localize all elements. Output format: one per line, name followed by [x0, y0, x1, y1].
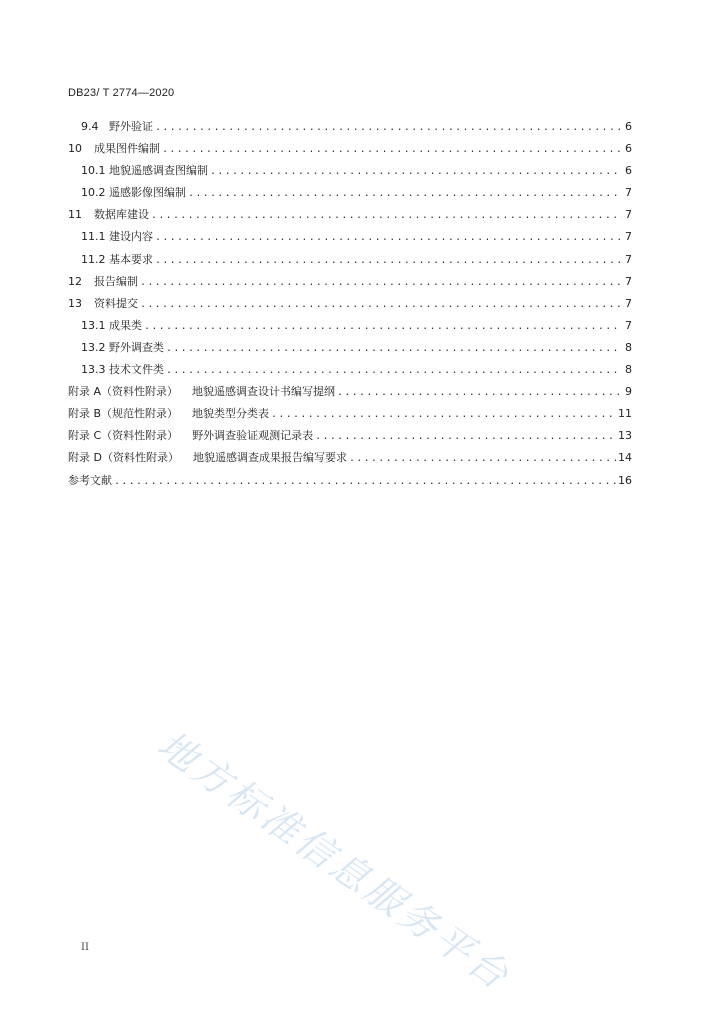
toc-entry-title: 地貌遥感调查成果报告编写要求	[192, 451, 347, 465]
toc-entry-title: 地貌遥感调查设计书编写提纲	[192, 385, 336, 399]
toc-entry-13[interactable]	[68, 293, 632, 315]
dot-leader	[144, 316, 622, 338]
toc-entry-number: 12	[68, 274, 82, 288]
toc-entry-title: 遥感影像图编制	[109, 186, 186, 200]
toc-entry-page: 8	[625, 340, 632, 354]
dot-leader	[140, 294, 622, 316]
toc-entry-13-2[interactable]	[68, 337, 632, 359]
dot-leader	[271, 404, 616, 426]
toc-entry-number: 11.2	[81, 252, 106, 266]
dot-leader	[151, 205, 622, 227]
toc-entry-number: 附录 D（资料性附录）	[68, 451, 179, 465]
toc-entry-number: 13.1	[81, 318, 106, 332]
toc-entry-number: 13.3	[81, 363, 106, 377]
toc-entry-page: 6	[625, 164, 632, 178]
toc-entry-number: 10	[68, 142, 82, 156]
dot-leader	[315, 426, 616, 448]
toc-entry-9-4[interactable]	[68, 116, 632, 138]
dot-leader	[114, 471, 616, 493]
toc-entry-title: 建设内容	[109, 230, 153, 244]
dot-leader	[166, 338, 622, 360]
toc-entry-page: 7	[625, 296, 632, 310]
toc-entry-number: 附录 B（规范性附录）	[68, 407, 179, 421]
toc-entry-page: 13	[618, 429, 632, 443]
toc-entry-page: 7	[625, 318, 632, 332]
toc-entry-page: 7	[625, 186, 632, 200]
toc-entry-10-1[interactable]	[68, 160, 632, 182]
toc-entry-page: 11	[618, 407, 632, 421]
toc-entry-11-1[interactable]	[68, 226, 632, 248]
dot-leader	[210, 161, 622, 183]
dot-leader	[166, 360, 622, 382]
dot-leader	[155, 250, 622, 272]
toc-entry-11-2[interactable]	[68, 249, 632, 271]
toc-entry-title: 野外调查类	[109, 340, 164, 354]
toc-entry-title: 成果类	[109, 318, 142, 332]
toc-entry-number: 13.2	[81, 340, 106, 354]
page-number: II	[81, 942, 89, 953]
toc-entry-appendix-c[interactable]	[68, 425, 632, 447]
dot-leader	[337, 382, 622, 404]
toc-entry-page: 7	[625, 230, 632, 244]
toc-entry-title: 数据库建设	[94, 208, 149, 222]
toc-entry-11[interactable]	[68, 204, 632, 226]
watermark: 地方标准信息服务平台	[149, 722, 519, 1000]
toc-entry-title: 资料提交	[94, 296, 138, 310]
toc-entry-page: 8	[625, 363, 632, 377]
toc-entry-number: 10.1	[81, 164, 106, 178]
dot-leader	[155, 227, 622, 249]
toc-entry-number: 9.4	[81, 120, 99, 133]
toc-entry-number: 11	[68, 208, 82, 222]
toc-entry-10-2[interactable]	[68, 182, 632, 204]
toc-entry-page: 16	[618, 473, 632, 487]
dot-leader	[162, 139, 622, 161]
toc-entry-page: 9	[625, 385, 632, 399]
toc-entry-title: 报告编制	[94, 274, 138, 288]
toc-entry-title: 参考文献	[68, 473, 112, 487]
toc-entry-appendix-b[interactable]	[68, 403, 632, 425]
toc-entry-page: 7	[625, 252, 632, 266]
toc-entry-page: 6	[625, 120, 632, 133]
toc-entry-page: 7	[625, 208, 632, 222]
toc-entry-title: 地貌类型分类表	[192, 407, 270, 421]
toc-entry-page: 6	[625, 142, 632, 156]
toc-entry-page: 14	[618, 451, 632, 465]
toc-entry-number: 附录 A（资料性附录）	[68, 385, 179, 399]
toc-entry-title: 野外调查验证观测记录表	[192, 429, 314, 443]
dot-leader	[140, 272, 622, 294]
toc-entry-appendix-a[interactable]	[68, 381, 632, 403]
toc-entry-number: 13	[68, 296, 82, 310]
toc-entry-number: 11.1	[81, 230, 106, 244]
toc-entry-page: 7	[625, 274, 632, 288]
toc-entry-title: 地貌遥感调查图编制	[109, 164, 208, 178]
document-code: DB23/ T 2774—2020	[68, 87, 175, 99]
toc-entry-10[interactable]	[68, 138, 632, 160]
dot-leader	[188, 183, 622, 205]
toc-entry-title: 基本要求	[109, 252, 153, 266]
toc-entry-title: 成果图件编制	[94, 142, 160, 156]
dot-leader	[155, 117, 622, 139]
toc-entry-13-3[interactable]	[68, 359, 632, 381]
toc-entry-references[interactable]	[68, 470, 632, 492]
toc-entry-13-1[interactable]	[68, 315, 632, 337]
toc-entry-12[interactable]	[68, 271, 632, 293]
toc-entry-number: 10.2	[81, 186, 106, 200]
toc-entry-title: 野外验证	[109, 120, 153, 133]
dot-leader	[349, 448, 616, 470]
toc-entry-appendix-d[interactable]	[68, 447, 632, 469]
toc-entry-title: 技术文件类	[109, 363, 164, 377]
table-of-contents	[68, 116, 632, 492]
toc-entry-number: 附录 C（资料性附录）	[68, 429, 179, 443]
